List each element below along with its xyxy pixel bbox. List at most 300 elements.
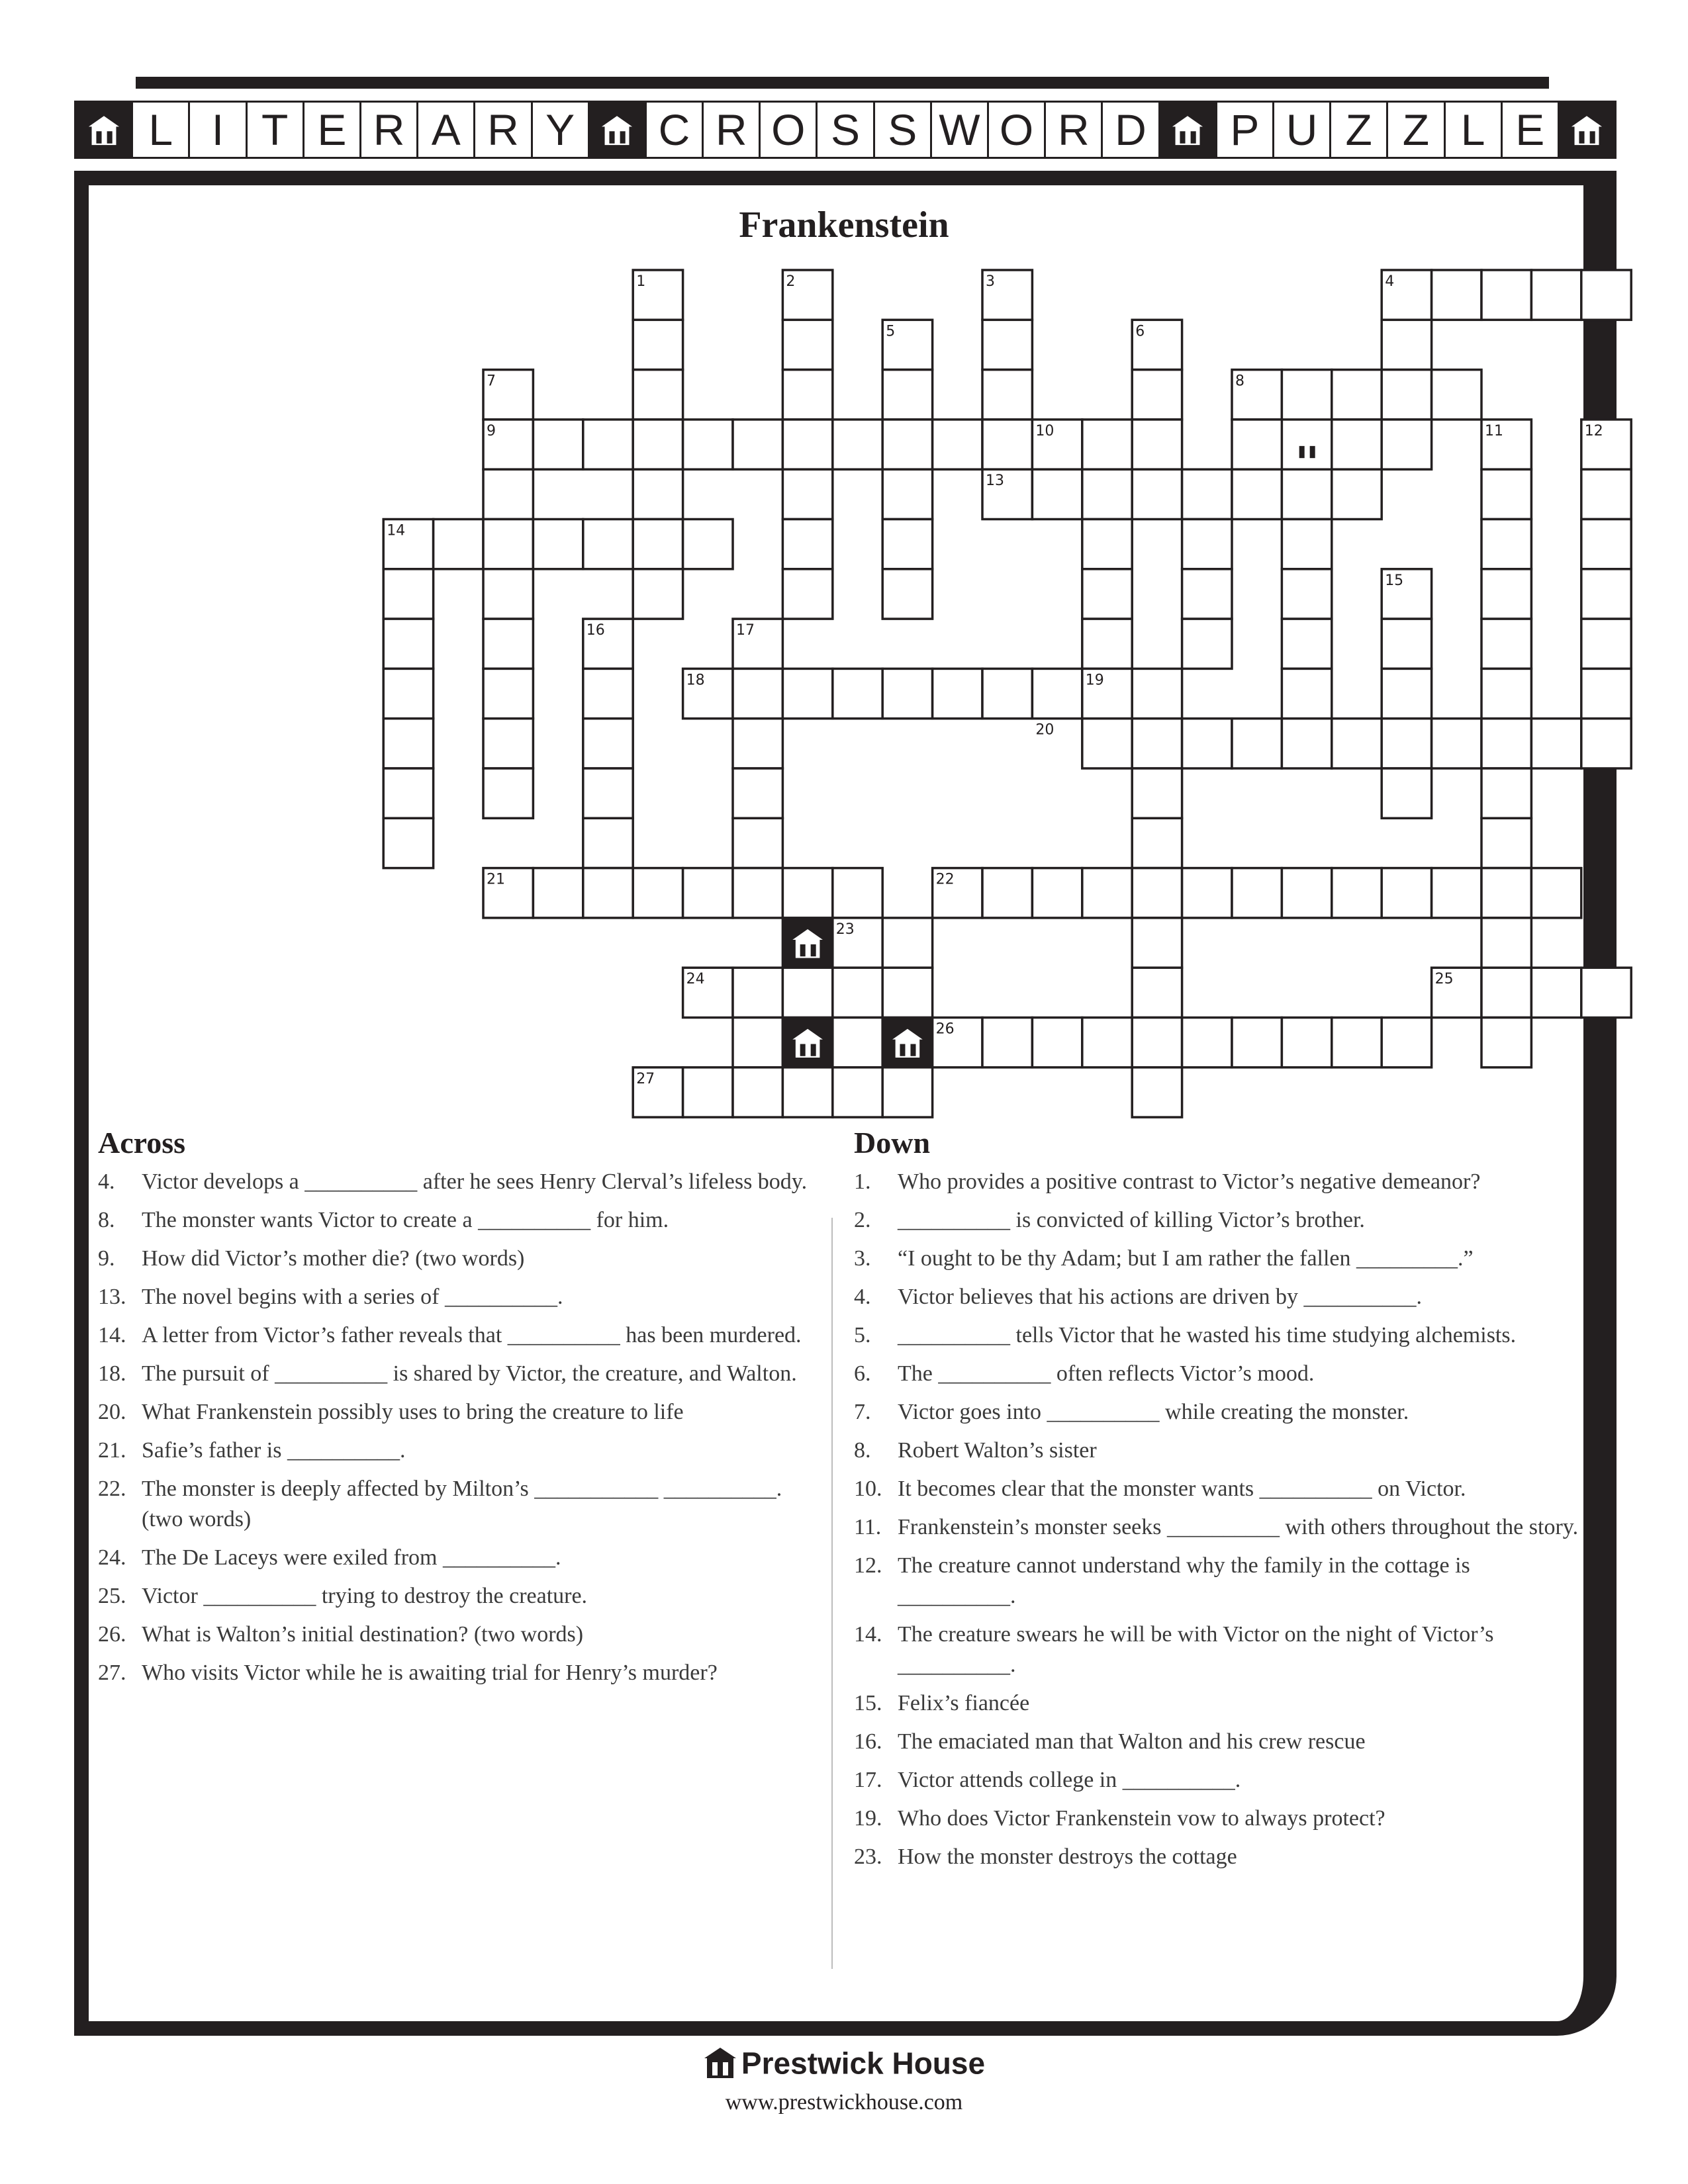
clue-number: 1.	[854, 1169, 871, 1194]
column-divider	[831, 1218, 833, 1969]
clue-number: 8	[1235, 373, 1244, 390]
clue-number: 12	[1584, 422, 1603, 439]
clue-text: Victor develops a __________ after he sees Henry Clerval’s lifeless body.	[142, 1169, 808, 1194]
clue-number: 13.	[98, 1285, 126, 1309]
clue-number: 9	[487, 422, 496, 439]
footer-brand[interactable]	[0, 2045, 1688, 2087]
grid-cell[interactable]	[583, 668, 633, 718]
clue-text: “I ought to be thy Adam; but I am rather the fallen _________.”	[898, 1246, 1474, 1271]
grid-cell[interactable]	[1132, 1018, 1182, 1068]
grid-cell[interactable]	[1382, 619, 1431, 668]
grid-cell[interactable]	[533, 420, 583, 469]
grid-cell[interactable]	[633, 868, 682, 918]
grid-cell[interactable]	[1481, 918, 1531, 968]
clue-text: The creature cannot understand why the family in the cottage is __________.	[898, 1553, 1470, 1608]
clue-number: 16.	[854, 1729, 882, 1754]
clue-number: 5.	[854, 1323, 871, 1347]
grid-cell[interactable]	[1132, 1068, 1182, 1117]
banner-letter: S	[875, 103, 932, 157]
clue-number: 1	[636, 273, 646, 290]
clue-number: 5	[886, 323, 896, 340]
clue-number: 18	[686, 672, 705, 689]
across-heading: Across	[98, 1126, 186, 1160]
clue-text: Who visits Victor while he is awaiting trial for Henry’s murder?	[142, 1661, 718, 1685]
clue-number: 4	[1385, 273, 1395, 290]
grid-cell[interactable]	[782, 1068, 832, 1117]
banner-letter: E	[1503, 103, 1560, 157]
grid-cell[interactable]	[1182, 520, 1232, 569]
banner-letter: D	[1103, 103, 1160, 157]
clue-number: 27	[636, 1070, 655, 1087]
grid-cell[interactable]	[1282, 868, 1331, 918]
grid-cell[interactable]	[782, 520, 832, 569]
clue-text: __________ is convicted of killing Victor’s brother.	[898, 1208, 1365, 1232]
clue-text: Victor attends college in __________.	[898, 1768, 1241, 1792]
grid-cell[interactable]	[1082, 469, 1132, 519]
clue-number: 8.	[854, 1438, 871, 1463]
grid-cell[interactable]	[1132, 818, 1182, 868]
clue-number: 25.	[98, 1584, 126, 1608]
grid-cell[interactable]	[633, 520, 682, 569]
down-clue	[854, 1842, 1582, 1872]
grid-cell[interactable]	[1581, 719, 1631, 768]
grid-cell[interactable]	[833, 1018, 882, 1068]
down-clue	[854, 1205, 1582, 1236]
grid-cell[interactable]	[1132, 469, 1182, 519]
grid-cell[interactable]	[1531, 868, 1581, 918]
across-clue	[98, 1397, 826, 1428]
clue-number: 21.	[98, 1438, 126, 1463]
grid-cell[interactable]	[483, 619, 533, 668]
clue-number: 17	[736, 622, 755, 639]
across-clue	[98, 1474, 826, 1535]
across-clue	[98, 1581, 826, 1612]
grid-cell[interactable]	[1432, 719, 1481, 768]
clue-number: 4.	[98, 1169, 115, 1194]
grid-cell[interactable]	[1531, 719, 1581, 768]
puzzle-title: Frankenstein	[739, 205, 949, 246]
clue-text: Victor believes that his actions are driven by __________.	[898, 1285, 1423, 1309]
grid-cell[interactable]	[833, 420, 882, 469]
across-clue	[98, 1282, 826, 1312]
grid-cell[interactable]	[1182, 868, 1232, 918]
grid-cell[interactable]	[633, 370, 682, 420]
banner-letter: E	[305, 103, 361, 157]
banner-letter: L	[1446, 103, 1503, 157]
grid-cell[interactable]	[1032, 469, 1082, 519]
grid-cell[interactable]	[782, 370, 832, 420]
grid-cell[interactable]	[633, 420, 682, 469]
grid-cell[interactable]	[483, 469, 533, 519]
down-clues	[854, 1125, 1582, 1880]
clue-number: 12.	[854, 1553, 882, 1578]
grid-cell[interactable]	[1132, 420, 1182, 469]
grid-cell[interactable]	[1132, 668, 1182, 718]
grid-cell[interactable]	[1032, 668, 1082, 718]
grid-cell[interactable]	[1332, 1018, 1382, 1068]
grid-cell[interactable]	[383, 619, 433, 668]
banner-letter: R	[361, 103, 418, 157]
clue-text: The monster wants Victor to create a __________ for him.	[142, 1208, 669, 1232]
grid-cell[interactable]	[1332, 719, 1382, 768]
grid-cell[interactable]	[633, 569, 682, 619]
grid-cell[interactable]	[833, 968, 882, 1017]
clue-number: 23.	[854, 1844, 882, 1869]
grid-cell[interactable]	[1432, 370, 1481, 420]
grid-cell[interactable]	[882, 1068, 932, 1117]
clue-text: A letter from Victor’s father reveals that __________ has been murdered.	[142, 1323, 802, 1347]
grid-cell[interactable]	[982, 420, 1032, 469]
grid-cell[interactable]	[882, 469, 932, 519]
grid-cell[interactable]	[583, 420, 633, 469]
grid-cell[interactable]	[833, 668, 882, 718]
grid-cell[interactable]	[533, 520, 583, 569]
grid-cell[interactable]	[1132, 768, 1182, 818]
grid-cell[interactable]	[782, 320, 832, 369]
clue-text: The novel begins with a series of __________.	[142, 1285, 563, 1309]
clue-text: The De Laceys were exiled from __________.	[142, 1545, 561, 1570]
grid-cell[interactable]	[1382, 420, 1431, 469]
grid-cell[interactable]	[1132, 918, 1182, 968]
clue-number: 7.	[854, 1400, 871, 1424]
grid-cell[interactable]	[833, 868, 882, 918]
grid-cell[interactable]	[383, 818, 433, 868]
grid-cell[interactable]	[1481, 968, 1531, 1017]
across-clue	[98, 1244, 826, 1274]
grid-cell[interactable]	[1082, 1018, 1132, 1068]
grid-cell[interactable]	[1481, 719, 1531, 768]
across-clue	[98, 1320, 826, 1351]
grid-cell[interactable]	[1332, 370, 1382, 420]
grid-cell[interactable]	[733, 1068, 782, 1117]
clue-text: What is Walton’s initial destination? (two words)	[142, 1622, 584, 1647]
down-clue	[854, 1688, 1582, 1719]
grid-cell[interactable]	[1282, 719, 1331, 768]
grid-cell[interactable]	[583, 768, 633, 818]
grid-cell[interactable]	[1182, 719, 1232, 768]
grid-cell[interactable]	[434, 520, 483, 569]
banner-letter: O	[761, 103, 818, 157]
down-clue	[854, 1551, 1582, 1612]
grid-cell[interactable]	[1082, 619, 1132, 668]
clue-number: 23	[835, 921, 855, 938]
ph-house-logo-icon	[1291, 431, 1322, 459]
clue-number: 14.	[854, 1622, 882, 1647]
down-clue	[854, 1803, 1582, 1834]
grid-cell[interactable]	[1581, 619, 1631, 668]
banner-letter: W	[932, 103, 989, 157]
grid-cell[interactable]	[1082, 520, 1132, 569]
grid-cell[interactable]	[733, 420, 782, 469]
grid-cell[interactable]	[483, 569, 533, 619]
grid-cell[interactable]	[1232, 469, 1282, 519]
clue-number: 22	[935, 871, 955, 888]
clue-number: 18.	[98, 1361, 126, 1386]
clue-number: 11	[1485, 422, 1503, 439]
grid-cell[interactable]	[1581, 968, 1631, 1017]
grid-cell[interactable]	[1282, 370, 1331, 420]
footer-url[interactable]: www.prestwickhouse.com	[725, 2090, 963, 2115]
across-clue	[98, 1167, 826, 1197]
grid-cell[interactable]	[383, 569, 433, 619]
grid-cell[interactable]	[483, 768, 533, 818]
grid-cell[interactable]	[982, 370, 1032, 420]
grid-cell[interactable]	[1182, 1018, 1232, 1068]
grid-cell[interactable]	[1282, 619, 1331, 668]
grid-cell[interactable]	[1232, 719, 1282, 768]
grid-cell[interactable]	[1132, 370, 1182, 420]
grid-cell[interactable]	[1581, 520, 1631, 569]
footer-brand-name: Prestwick House	[741, 2046, 986, 2081]
across-clue	[98, 1435, 826, 1466]
grid-cell[interactable]	[383, 719, 433, 768]
grid-cell[interactable]	[1082, 420, 1132, 469]
down-clue	[854, 1619, 1582, 1680]
grid-cell[interactable]	[882, 918, 932, 968]
clue-text: How did Victor’s mother die? (two words)	[142, 1246, 525, 1271]
banner-letter: U	[1274, 103, 1331, 157]
grid-cell[interactable]	[583, 520, 633, 569]
clue-text: Safie’s father is __________.	[142, 1438, 406, 1463]
clue-number: 13	[986, 473, 1004, 490]
down-clue	[854, 1474, 1582, 1504]
grid-cell[interactable]	[733, 968, 782, 1017]
clue-number: 8.	[98, 1208, 115, 1232]
grid-cell[interactable]	[683, 868, 733, 918]
grid-cell[interactable]	[1581, 469, 1631, 519]
down-clue	[854, 1727, 1582, 1757]
grid-cell[interactable]	[733, 668, 782, 718]
grid-cell[interactable]	[882, 520, 932, 569]
clue-number: 4.	[854, 1285, 871, 1309]
grid-cell[interactable]	[1182, 619, 1232, 668]
clue-number: 21	[487, 871, 505, 888]
grid-cell[interactable]	[1481, 270, 1531, 320]
grid-cell[interactable]	[1382, 370, 1431, 420]
grid-cell[interactable]	[1581, 270, 1631, 320]
banner-letter: R	[475, 103, 532, 157]
grid-cell[interactable]	[1282, 520, 1331, 569]
grid-cell[interactable]	[533, 868, 583, 918]
grid-cell[interactable]	[882, 968, 932, 1017]
grid-cell[interactable]	[1481, 868, 1531, 918]
grid-cell[interactable]	[583, 868, 633, 918]
banner-letter: Z	[1388, 103, 1445, 157]
clue-number: 26.	[98, 1622, 126, 1647]
grid-cell[interactable]	[733, 818, 782, 868]
grid-cell[interactable]	[1531, 968, 1581, 1017]
clue-number: 27.	[98, 1661, 126, 1685]
grid-cell[interactable]	[782, 868, 832, 918]
grid-cell[interactable]	[1132, 968, 1182, 1017]
grid-cell[interactable]	[733, 719, 782, 768]
clue-text: Frankenstein’s monster seeks __________ with others throughout the story.	[898, 1515, 1579, 1539]
clue-number: 24.	[98, 1545, 126, 1570]
clue-text: What Frankenstein possibly uses to bring the creature to life	[142, 1400, 684, 1424]
clue-text: Who does Victor Frankenstein vow to always protect?	[898, 1806, 1385, 1831]
grid-cell[interactable]	[1432, 868, 1481, 918]
grid-cell[interactable]	[1282, 569, 1331, 619]
grid-cell[interactable]	[882, 569, 932, 619]
banner-letter: R	[1046, 103, 1103, 157]
clue-number: 15.	[854, 1691, 882, 1715]
grid-cell[interactable]	[782, 668, 832, 718]
clue-number: 19.	[854, 1806, 882, 1831]
grid-cell[interactable]	[1282, 1018, 1331, 1068]
grid-cell[interactable]	[1581, 668, 1631, 718]
grid-cell[interactable]	[782, 469, 832, 519]
grid-cell[interactable]	[933, 668, 982, 718]
grid-cell[interactable]	[1332, 469, 1382, 519]
grid-cell[interactable]	[683, 520, 733, 569]
grid-cell[interactable]	[1382, 320, 1431, 369]
grid-cell[interactable]	[1032, 868, 1082, 918]
grid-cell[interactable]	[1332, 868, 1382, 918]
grid-cell[interactable]	[383, 768, 433, 818]
grid-cell[interactable]	[1282, 469, 1331, 519]
clue-number: 10.	[854, 1477, 882, 1501]
banner-letter: S	[818, 103, 874, 157]
grid-cell[interactable]	[483, 520, 533, 569]
clue-text: __________ tells Victor that he wasted his time studying alchemists.	[898, 1323, 1517, 1347]
grid-cell[interactable]	[1581, 569, 1631, 619]
clue-text: How the monster destroys the cottage	[898, 1844, 1237, 1869]
grid-cell[interactable]	[1082, 719, 1132, 768]
grid-cell[interactable]	[683, 420, 733, 469]
clue-text: The monster is deeply affected by Milton’s ___________ __________. (two words)	[142, 1477, 782, 1531]
clue-number: 25	[1434, 971, 1454, 988]
grid-cell[interactable]	[1132, 719, 1182, 768]
clue-text: Robert Walton’s sister	[898, 1438, 1097, 1463]
banner-letter: P	[1217, 103, 1274, 157]
grid-cell[interactable]	[583, 818, 633, 868]
grid-cell[interactable]	[882, 420, 932, 469]
banner-letter: Y	[533, 103, 590, 157]
clue-number: 2	[786, 273, 796, 290]
grid-cell[interactable]	[1332, 420, 1382, 469]
grid-cell[interactable]	[483, 668, 533, 718]
grid-cell[interactable]	[1382, 768, 1431, 818]
grid-cell[interactable]	[1481, 818, 1531, 868]
grid-cell[interactable]	[583, 719, 633, 768]
grid-cell[interactable]	[1232, 1018, 1282, 1068]
clue-number: 3.	[854, 1246, 871, 1271]
clue-number: 9.	[98, 1246, 115, 1271]
clue-text: The pursuit of __________ is shared by Victor, the creature, and Walton.	[142, 1361, 797, 1386]
banner-letter: I	[190, 103, 247, 157]
clue-text: Victor __________ trying to destroy the creature.	[142, 1584, 588, 1608]
grid-cell[interactable]	[1082, 569, 1132, 619]
grid-cell[interactable]	[1232, 868, 1282, 918]
grid-cell[interactable]	[1132, 868, 1182, 918]
banner-letter: L	[133, 103, 190, 157]
clue-text: It becomes clear that the monster wants __________ on Victor.	[898, 1477, 1466, 1501]
clue-number: 7	[487, 373, 496, 390]
grid-cell[interactable]	[483, 719, 533, 768]
clue-text: Felix’s fiancée	[898, 1691, 1030, 1715]
clue-number: 11.	[854, 1515, 882, 1539]
clue-number: 24	[686, 971, 705, 988]
down-clue	[854, 1282, 1582, 1312]
down-clue	[854, 1397, 1582, 1428]
grid-cell[interactable]	[1232, 420, 1282, 469]
grid-cell[interactable]	[1382, 1018, 1431, 1068]
grid-cell[interactable]	[1481, 520, 1531, 569]
grid-cell[interactable]	[383, 668, 433, 718]
clue-number: 20	[1035, 721, 1055, 739]
grid-cell[interactable]	[782, 968, 832, 1017]
clue-number: 17.	[854, 1768, 882, 1792]
clue-text: The emaciated man that Walton and his crew rescue	[898, 1729, 1366, 1754]
grid-cell[interactable]	[733, 868, 782, 918]
grid-cell[interactable]	[1082, 868, 1132, 918]
down-clue	[854, 1359, 1582, 1389]
clue-number: 20.	[98, 1400, 126, 1424]
grid-cell[interactable]	[982, 668, 1032, 718]
grid-cell[interactable]	[1282, 668, 1331, 718]
grid-cell[interactable]	[1481, 569, 1531, 619]
across-clue-list	[98, 1167, 826, 1688]
grid-cell[interactable]	[882, 668, 932, 718]
grid-cell[interactable]	[1481, 768, 1531, 818]
grid-cell[interactable]	[733, 1018, 782, 1068]
grid-cell[interactable]	[1481, 619, 1531, 668]
grid-cell[interactable]	[982, 1018, 1032, 1068]
grid-cell[interactable]	[1382, 868, 1431, 918]
banner-letter: R	[704, 103, 761, 157]
grid-cell[interactable]	[1481, 469, 1531, 519]
grid-cell[interactable]	[1032, 1018, 1082, 1068]
grid-cell[interactable]	[1531, 270, 1581, 320]
grid-cell[interactable]	[733, 768, 782, 818]
down-clue	[854, 1167, 1582, 1197]
clue-number: 6.	[854, 1361, 871, 1386]
grid-cell[interactable]	[982, 868, 1032, 918]
clue-number: 14.	[98, 1323, 126, 1347]
clue-number: 14	[387, 522, 406, 539]
grid-cell[interactable]	[782, 569, 832, 619]
grid-cell[interactable]	[1182, 569, 1232, 619]
clue-text: Victor goes into __________ while creating the monster.	[898, 1400, 1409, 1424]
ph-house-logo-icon	[703, 2045, 737, 2087]
banner-letter: C	[647, 103, 704, 157]
clue-text: The creature swears he will be with Victor on the night of Victor’s __________.	[898, 1622, 1494, 1677]
grid-cell[interactable]	[683, 1068, 733, 1117]
grid-cell[interactable]	[982, 320, 1032, 369]
grid-cell[interactable]	[1382, 668, 1431, 718]
grid-cell[interactable]	[1432, 270, 1481, 320]
grid-cell[interactable]	[833, 1068, 882, 1117]
grid-cell[interactable]	[633, 320, 682, 369]
clue-number: 3	[986, 273, 995, 290]
grid-cell[interactable]	[782, 420, 832, 469]
across-clue	[98, 1543, 826, 1573]
clue-text: The __________ often reflects Victor’s mood.	[898, 1361, 1315, 1386]
banner-letter: T	[248, 103, 305, 157]
grid-cell[interactable]	[1481, 1018, 1531, 1068]
grid-cell[interactable]	[633, 469, 682, 519]
grid-cell[interactable]	[933, 420, 982, 469]
clue-number: 10	[1035, 422, 1055, 439]
grid-cell[interactable]	[1382, 719, 1431, 768]
grid-cell[interactable]	[1481, 668, 1531, 718]
down-heading: Down	[854, 1126, 931, 1160]
banner-letter: A	[418, 103, 475, 157]
across-clue	[98, 1359, 826, 1389]
clue-number: 6	[1135, 323, 1145, 340]
grid-cell[interactable]	[882, 370, 932, 420]
grid-cell[interactable]	[1182, 469, 1232, 519]
